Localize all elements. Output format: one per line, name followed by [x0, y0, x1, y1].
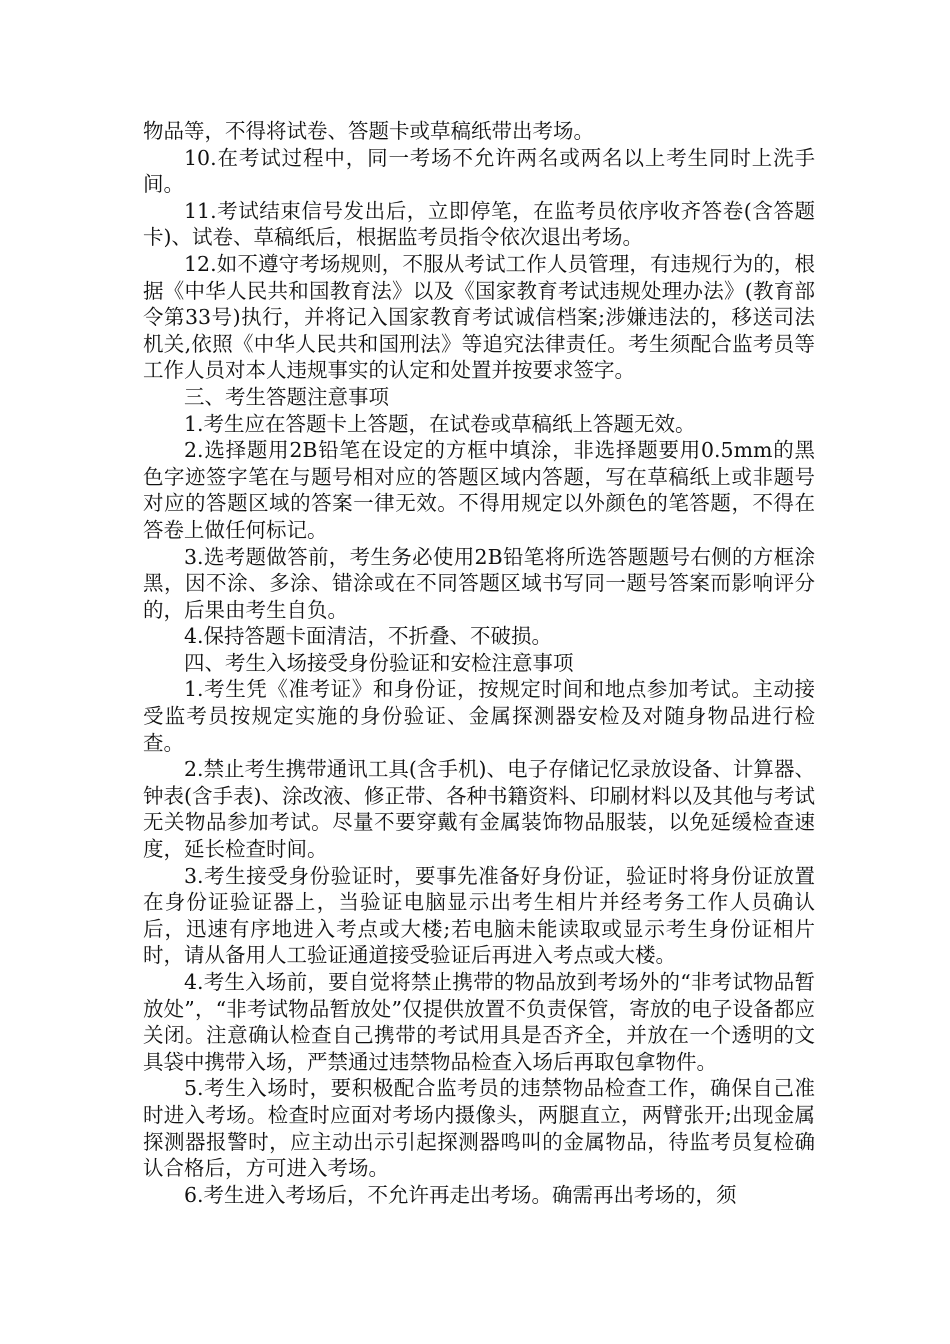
- paragraph-answering-2: 2.选择题用2B铅笔在设定的方框中填涂，非选择题要用0.5mm的黑色字迹签字笔在与题号相对应的答题区域内答题，写在草稿纸上或非题号对应的答题区域的答案一律无效。不得用规定以外颜色的笔答题，不得在答卷上做任何标记。: [143, 438, 815, 542]
- paragraph-rule-10: 10.在考试过程中，同一考场不允许两名或两名以上考生同时上洗手间。: [143, 145, 815, 197]
- paragraph-rule-12: 12.如不遵守考场规则，不服从考试工作人员管理，有违规行为的，根据《中华人民共和国教育法》以及《国家教育考试违规处理办法》(教育部令第33号)执行，并将记入国家教育考试诚信档案;涉嫌违法的，移送司法机关,依照《中华人民共和国刑法》等追究法律责任。考生须配合监考员等工作人员对本人违规事实的认定和处置并按要求签字。: [143, 251, 815, 383]
- paragraph-rule-11: 11.考试结束信号发出后，立即停笔，在监考员依序收齐答卷(含答题卡)、试卷、草稿纸后，根据监考员指令依次退出考场。: [143, 198, 815, 250]
- paragraph-answering-1: 1.考生应在答题卡上答题，在试卷或草稿纸上答题无效。: [184, 411, 696, 436]
- paragraph-entry-6: 6.考生进入考场后，不允许再走出考场。确需再出考场的，须: [184, 1182, 737, 1207]
- paragraph-entry-5: 5.考生入场时，要积极配合监考员的违禁物品检查工作，确保自己准时进入考场。检查时应面对考场内摄像头，两腿直立，两臂张开;出现金属探测器报警时，应主动出示引起探测器鸣叫的金属物品，待监考员复检确认合格后，方可进入考场。: [143, 1076, 815, 1181]
- paragraph-entry-1: 1.考生凭《准考证》和身份证，按规定时间和地点参加考试。主动接受监考员按规定实施的身份验证、金属探测器安检及对随身物品进行检查。: [143, 677, 815, 755]
- paragraph-entry-3: 3.考生接受身份验证时，要事先准备好身份证，验证时将身份证放置在身份证验证器上，当验证电脑显示出考生相片并经考务工作人员确认后，迅速有序地进入考点或大楼;若电脑未能读取或显示考生身份证相片时，请从备用人工验证通道接受验证后再进入考点或大楼。: [143, 863, 815, 968]
- paragraph-entry-4: 4.考生入场前，要自觉将禁止携带的物品放到考场外的“非考试物品暂放处”，“非考试物品暂放处”仅提供放置不负责保管，寄放的电子设备都应关闭。注意确认检查自己携带的考试用具是否齐全，并放在一个透明的文具袋中携带入场，严禁通过违禁物品检查入场后再取包拿物件。: [143, 970, 815, 1074]
- paragraph-entry-2: 2.禁止考生携带通讯工具(含手机)、电子存储记忆录放设备、计算器、钟表(含手表)、涂改液、修正带、各种书籍资料、印刷材料以及其他与考试无关物品参加考试。尽量不要穿戴有金属装饰物品服装，以免延缓检查速度，延长检查时间。: [143, 757, 815, 862]
- paragraph-answering-3: 3.选考题做答前，考生务必使用2B铅笔将所选答题题号右侧的方框涂黑，因不涂、多涂、错涂或在不同答题区域书写同一题号答案而影响评分的，后果由考生自负。: [143, 544, 815, 622]
- section-heading-answering: 三、考生答题注意事项: [184, 384, 389, 409]
- section-heading-entry-check: 四、考生入场接受身份验证和安检注意事项: [184, 650, 574, 675]
- paragraph-answering-4: 4.保持答题卡面清洁，不折叠、不破损。: [184, 624, 553, 649]
- document-body: [143, 118, 815, 1208]
- paragraph-continuation: 物品等，不得将试卷、答题卡或草稿纸带出考场。: [143, 119, 594, 143]
